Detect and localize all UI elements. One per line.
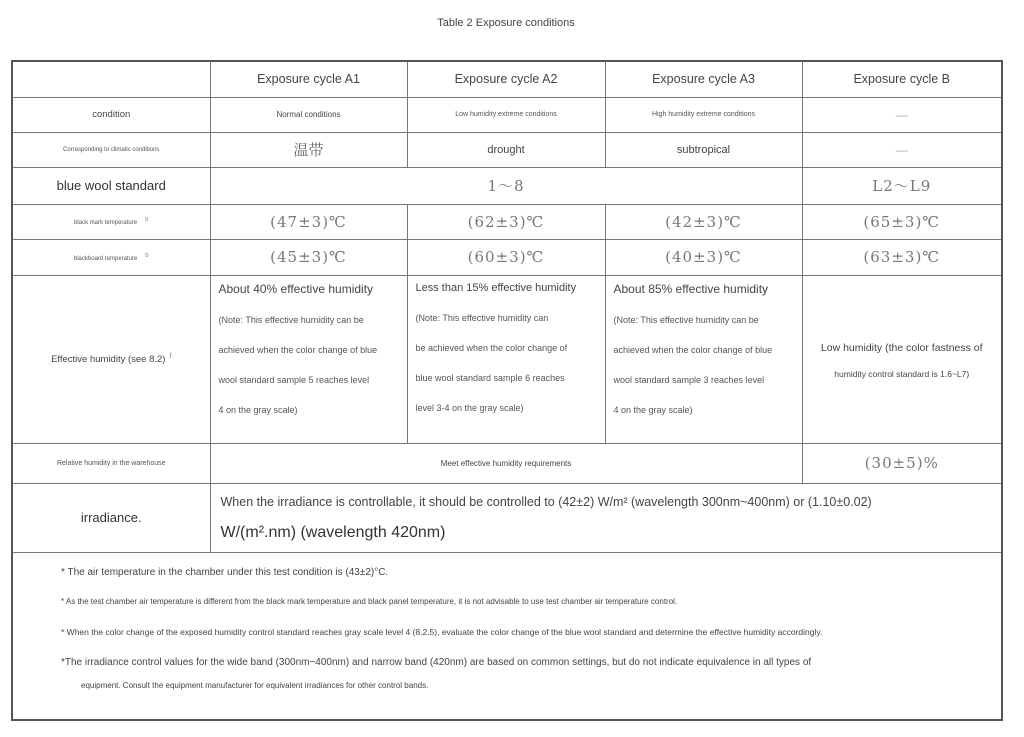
humidity-b-line2: humidity control standard is 1.6~L7)	[834, 369, 970, 379]
note-line: be achieved when the color change of	[415, 342, 568, 353]
exposure-conditions-table	[11, 60, 1003, 721]
blackboard-row	[12, 239, 1002, 275]
blackboard-label-text: blackboard temperature	[73, 255, 138, 262]
note-line: 4 on the gray scale)	[218, 404, 298, 415]
condition-b: —	[802, 97, 1002, 132]
note-line: achieved when the color change of blue	[218, 344, 378, 355]
note-3: * When the color change of the exposed humidity control standard reaches gray scale level 4 (8.2.5), evaluate the color change of the blue wool standard and determine the effective humidity accordingly.	[61, 626, 823, 637]
climatic-a1: 温带	[210, 132, 407, 167]
irradiance-row	[12, 483, 1002, 552]
humidity-a2-title: Less than 15% effective humidity	[415, 281, 577, 294]
irradiance-line2: W/(m².nm) (wavelength 420nm)	[220, 523, 446, 541]
warehouse-a: Meet effective humidity requirements	[210, 443, 802, 483]
note-line: wool standard sample 5 reaches level	[218, 374, 370, 385]
blackboard-footnote: b	[145, 252, 149, 259]
notes-row	[12, 552, 1002, 720]
warehouse-label: Relative humidity in the warehouse	[12, 443, 210, 483]
condition-a2: Low humidity extreme conditions	[407, 97, 605, 132]
warehouse-row	[12, 443, 1002, 483]
note-line: blue wool standard sample 6 reaches	[415, 372, 565, 383]
humidity-a3-note	[614, 305, 798, 425]
climatic-row	[12, 132, 1002, 167]
header-blank	[12, 61, 210, 97]
humidity-a1	[210, 275, 407, 443]
irradiance-line1: When the irradiance is controllable, it should be controlled to (42±2) W/m² (wavelength 300nm~400nm) or (1.10±0.02)	[220, 494, 872, 509]
black-mark-a2: (62±3)℃	[407, 204, 605, 239]
irradiance-label: irradiance.	[12, 483, 210, 552]
irradiance-value	[210, 483, 1002, 552]
black-mark-a1: (47±3)℃	[210, 204, 407, 239]
blackboard-label	[12, 239, 210, 275]
humidity-a3	[605, 275, 802, 443]
note-2: * As the test chamber air temperature is different from the black mark temperature and black panel temperature, it is not advisable to use test chamber air temperature control.	[61, 596, 678, 606]
blue-wool-label: blue wool standard	[12, 167, 210, 204]
black-mark-row	[12, 204, 1002, 239]
condition-a3: High humidity extreme conditions	[605, 97, 802, 132]
black-mark-label-text: black mark temperature	[74, 220, 138, 226]
condition-row	[12, 97, 1002, 132]
humidity-b-line1: Low humidity (the color fastness of	[820, 342, 983, 354]
header-a1: Exposure cycle A1	[210, 61, 407, 97]
note-line: level 3-4 on the gray scale)	[415, 402, 524, 413]
humidity-b	[802, 275, 1002, 443]
header-a2: Exposure cycle A2	[407, 61, 605, 97]
table-caption: Table 2 Exposure conditions	[437, 17, 575, 29]
note-line: (Note: This effective humidity can be	[613, 314, 759, 325]
note-5: equipment. Consult the equipment manufacturer for equivalent irradiances for other control bands.	[81, 680, 429, 690]
black-mark-b: (65±3)℃	[802, 204, 1002, 239]
climatic-a2: drought	[407, 132, 605, 167]
humidity-a2-note	[416, 303, 601, 423]
climatic-b: —	[802, 132, 1002, 167]
blackboard-b: (63±3)℃	[802, 239, 1002, 275]
black-mark-label	[12, 204, 210, 239]
note-4: *The irradiance control values for the wide band (300nm~400nm) and narrow band (420nm) are based on common settings, but do not indicate equivalence in all types of	[61, 656, 812, 668]
humidity-row	[12, 275, 1002, 443]
humidity-label	[12, 275, 210, 443]
humidity-label-text: Effective humidity (see 8.2)	[51, 354, 166, 366]
notes-cell	[12, 552, 1002, 720]
blackboard-a2: (60±3)℃	[407, 239, 605, 275]
header-a3: Exposure cycle A3	[605, 61, 802, 97]
header-row	[12, 61, 1002, 97]
note-line: achieved when the color change of blue	[613, 344, 773, 355]
black-mark-footnote: b	[145, 217, 149, 223]
climatic-label: Corresponding to climatic conditions	[12, 132, 210, 167]
blue-wool-b: L2～L9	[802, 167, 1002, 204]
humidity-a3-title: About 85% effective humidity	[613, 281, 769, 296]
note-line: (Note: This effective humidity can be	[218, 314, 364, 325]
note-line: wool standard sample 3 reaches level	[613, 374, 765, 385]
humidity-footnote: f	[169, 352, 172, 360]
blackboard-a3: (40±3)℃	[605, 239, 802, 275]
black-mark-a3: (42±3)℃	[605, 204, 802, 239]
warehouse-b: (30±5)%	[802, 443, 1002, 483]
note-line: 4 on the gray scale)	[613, 404, 693, 415]
blue-wool-a: 1～8	[210, 167, 802, 204]
blue-wool-row	[12, 167, 1002, 204]
header-b: Exposure cycle B	[802, 61, 1002, 97]
climatic-a3: subtropical	[605, 132, 802, 167]
note-1: * The air temperature in the chamber under this test condition is (43±2)°C.	[61, 566, 389, 578]
humidity-a1-title: About 40% effective humidity	[218, 281, 374, 296]
blackboard-a1: (45±3)℃	[210, 239, 407, 275]
condition-a1: Normal conditions	[210, 97, 407, 132]
humidity-a1-note	[219, 305, 403, 425]
humidity-a2	[407, 275, 605, 443]
note-line: (Note: This effective humidity can	[415, 312, 549, 323]
condition-label: condition	[12, 97, 210, 132]
